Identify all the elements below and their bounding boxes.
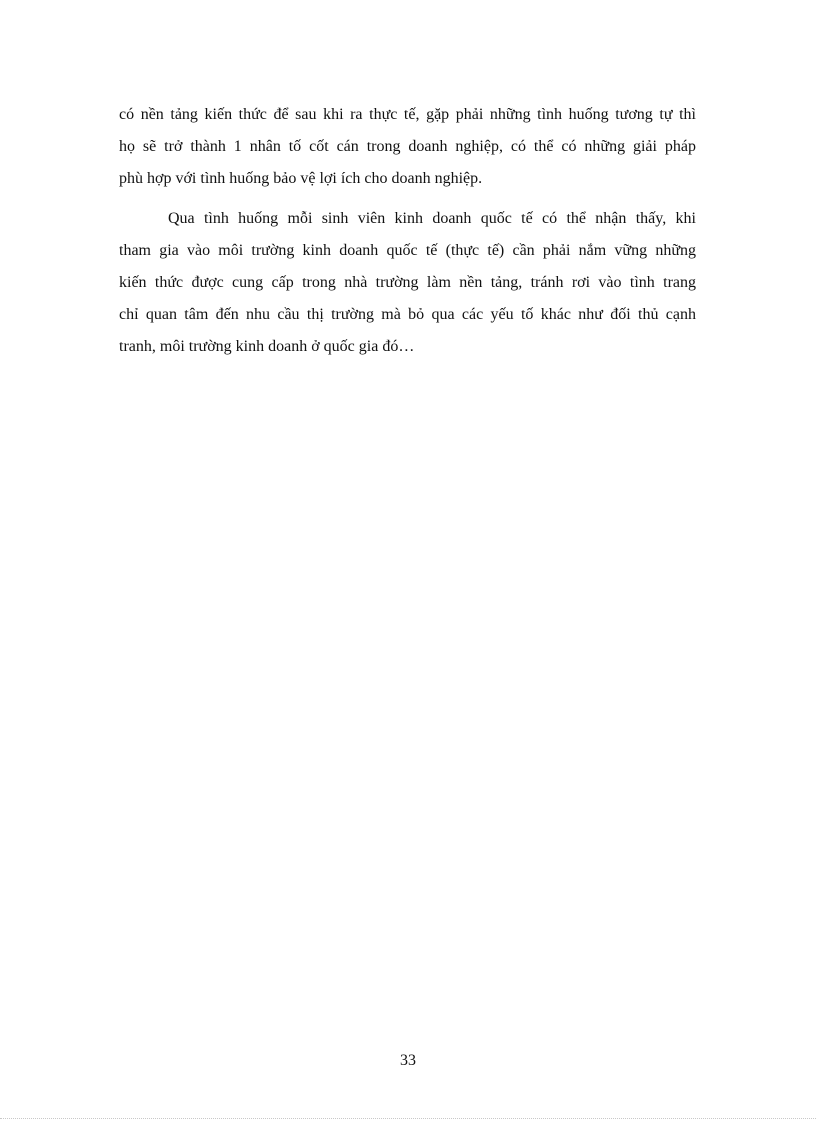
text-line: kiến thức được cung cấp trong nhà trường làm nền tảng, tránh rơi vào tình trang (119, 274, 696, 291)
text-line: có nền tảng kiến thức để sau khi ra thực tế, gặp phải những tình huống tương tự thì (119, 106, 696, 123)
text-line: tham gia vào môi trường kinh doanh quốc tế (thực tế) cần phải nắm vững những (119, 242, 696, 259)
paragraph-1 (119, 101, 696, 197)
text-line: chỉ quan tâm đến nhu cầu thị trường mà bỏ qua các yếu tố khác như đối thủ cạnh (119, 306, 696, 323)
text-line: phù hợp với tình huống bảo vệ lợi ích cho doanh nghiệp. (119, 170, 483, 187)
paragraph-spacing (119, 197, 696, 205)
text-line: họ sẽ trở thành 1 nhân tố cốt cán trong doanh nghiệp, có thể có những giải pháp (119, 138, 696, 155)
text-line: tranh, môi trường kinh doanh ở quốc gia đó… (119, 338, 415, 355)
page-bottom-divider (0, 1118, 816, 1119)
paragraph-2 (119, 205, 696, 365)
body-text (119, 101, 696, 365)
page-number: 33 (400, 1052, 416, 1069)
text-line: Qua tình huống mỗi sinh viên kinh doanh quốc tế có thể nhận thấy, khi (168, 210, 696, 227)
